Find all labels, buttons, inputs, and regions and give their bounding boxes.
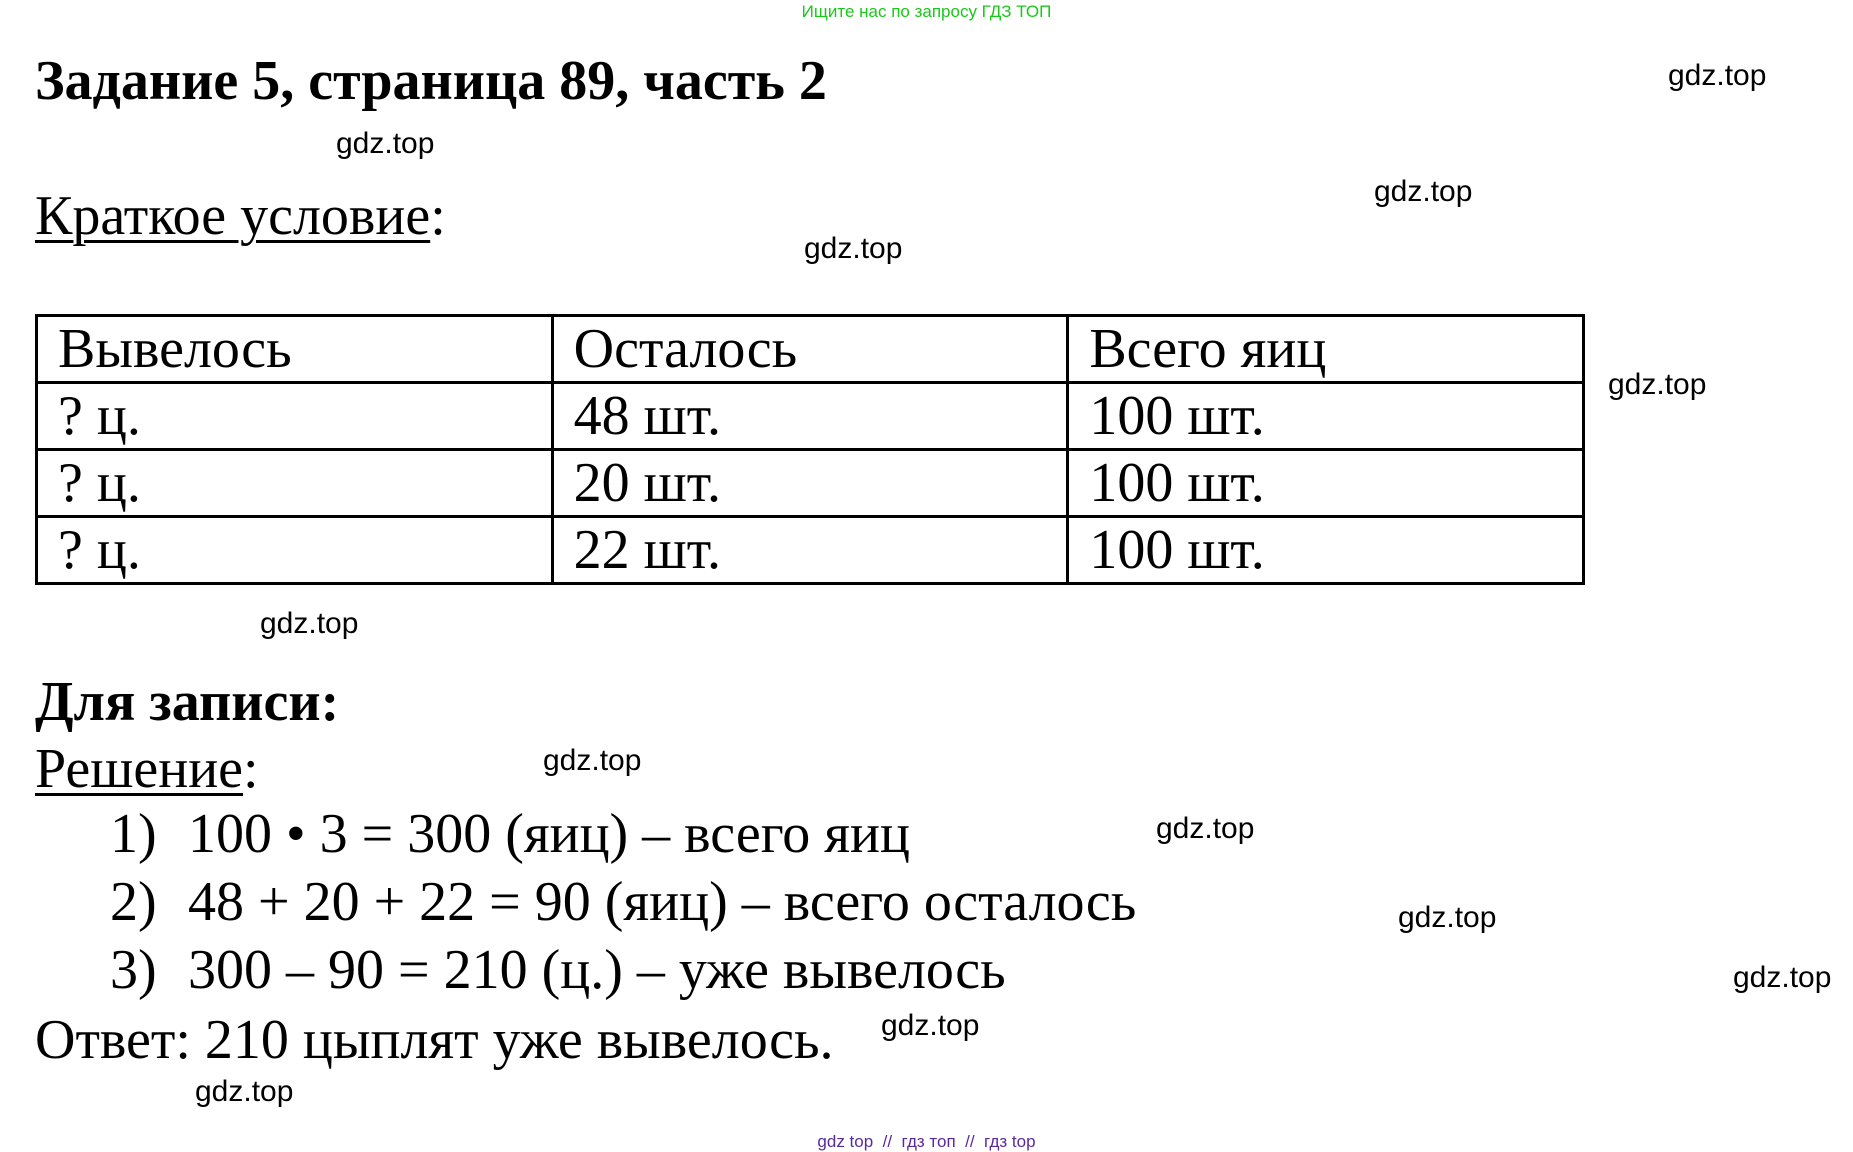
watermark: gdz.top — [336, 127, 435, 160]
top-banner: Ищите нас по запросу ГДЗ ТОП — [801, 2, 1052, 21]
table-row — [37, 450, 1584, 517]
watermark: gdz.top — [195, 1075, 294, 1108]
table-header-cell: Всего яиц — [1068, 316, 1584, 383]
footer-separator: // — [882, 1132, 893, 1151]
step-text: 100 • 3 = 300 (яиц) – всего яиц — [188, 803, 910, 865]
table-cell: 22 шт. — [552, 517, 1068, 584]
step-number: 3) — [110, 939, 157, 1001]
table-header-row — [37, 316, 1584, 383]
solution-step — [110, 868, 1136, 936]
watermark: gdz.top — [1398, 901, 1497, 934]
table-cell: 20 шт. — [552, 450, 1068, 517]
step-number: 2) — [110, 871, 157, 933]
step-text: 48 + 20 + 22 = 90 (яиц) – всего осталось — [188, 871, 1137, 933]
solution-steps — [110, 800, 1136, 1004]
watermark: gdz.top — [1668, 59, 1767, 92]
table-cell: ? ц. — [37, 450, 553, 517]
footer-link: гдз топ — [901, 1132, 956, 1151]
table-header-cell: Вывелось — [37, 316, 553, 383]
footer-link: гдз top — [984, 1132, 1036, 1151]
table-cell: ? ц. — [37, 517, 553, 584]
watermark: gdz.top — [1156, 812, 1255, 845]
condition-table — [35, 314, 1585, 585]
watermark: gdz.top — [260, 607, 359, 640]
watermark: gdz.top — [1374, 175, 1473, 208]
watermark: gdz.top — [1608, 368, 1707, 401]
watermark: gdz.top — [881, 1009, 980, 1042]
answer-line: Ответ: 210 цыплят уже вывелось. — [35, 1009, 834, 1071]
table-row — [37, 383, 1584, 450]
condition-heading-colon: : — [430, 185, 446, 247]
step-number: 1) — [110, 803, 157, 865]
table-cell: 100 шт. — [1068, 450, 1584, 517]
page-title: Задание 5, страница 89, часть 2 — [35, 50, 827, 112]
footer-link: gdz top — [817, 1132, 874, 1151]
solution-step — [110, 800, 1136, 868]
table-cell: ? ц. — [37, 383, 553, 450]
condition-heading-label: Краткое условие — [35, 185, 431, 247]
footer — [0, 1132, 1853, 1152]
condition-heading — [35, 180, 446, 252]
record-heading: Для записи: — [35, 671, 340, 733]
solution-step — [110, 936, 1136, 1004]
table-header-cell: Осталось — [552, 316, 1068, 383]
footer-separator: // — [965, 1132, 975, 1151]
table-row — [37, 517, 1584, 584]
step-text: 300 – 90 = 210 (ц.) – уже вывелось — [188, 939, 1006, 1001]
solution-heading — [35, 733, 259, 805]
watermark: gdz.top — [804, 232, 903, 265]
solution-heading-label: Решение — [35, 738, 244, 800]
table-cell: 100 шт. — [1068, 383, 1584, 450]
table-cell: 48 шт. — [552, 383, 1068, 450]
table-cell: 100 шт. — [1068, 517, 1584, 584]
solution-heading-colon: : — [243, 738, 259, 800]
watermark: gdz.top — [543, 744, 642, 777]
watermark: gdz.top — [1733, 961, 1832, 994]
